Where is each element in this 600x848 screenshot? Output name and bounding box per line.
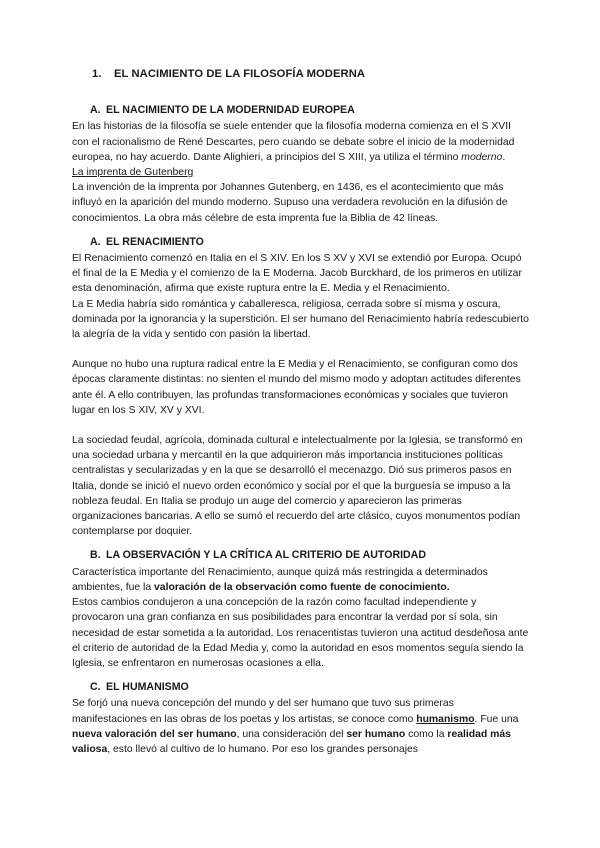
paragraph-imprenta: La invención de la imprenta por Johannes Gutenberg, en 1436, es el acontecimiento que más influyó en la aparición del mundo moderno. Supuso una verdadera revolución en la difusión de conocimientos. La obra más célebre de esta imprenta fue la Biblia de 42 líneas. (72, 182, 508, 224)
bold-text: realidad más valiosa (72, 728, 511, 755)
paragraph-renacimiento-4: La sociedad feudal, agrícola, dominada cultural e intelectualmente por la Iglesia, se transformó en una sociedad urbana y mercantil en la que adquirieron más importancia instituciones políticas centralistas y secularizadas y en la que se desarrolló el mecenazgo. Dió sus primeros pasos en Italia, donde se inició el nuevo orden económico y social por el que la burguesía se impuso a la nobleza feudal. En Italia se produjo un auge del comercio y aparecieron las primeras organizaciones bancarias. A ello se sumó el recuerdo del arte clásico, cuyos monumentos podían contemplarse por doquier. (72, 435, 523, 538)
paragraph-text: En las historias de la filosofía se suele entender que la filosofía moderna comienza en el S XVII con el racionalismo de René Descartes, pero cuando se debate sobre el inicio de la modernidad europea, no hay acuerdo. Dante Alighieri, a principios del S XIII, ya utiliza el término (72, 121, 515, 163)
paragraph-text: , esto llevó al cultivo de lo humano. Por eso los grandes personajes (107, 743, 418, 755)
section-heading-renacimiento (90, 235, 530, 250)
section-heading-observacion (90, 548, 530, 563)
paragraph-text: . (502, 151, 506, 163)
paragraph-renacimiento-3: Aunque no hubo una ruptura radical entre la E Media y el Renacimiento, se configuran como dos épocas claramente distintas: no sienten el mundo del mismo modo y adoptan actitudes diferentes ante él. A ello contribuyen, las profundas transformaciones económicas y sociales que tuvieron lugar en los S XIV, XV y XVI. (72, 359, 521, 416)
bold-text: valoración de la observación como fuente de conocimiento. (154, 581, 450, 593)
paragraph-text: como la (405, 728, 448, 740)
paragraph-modernidad (72, 119, 530, 165)
section-letter: A. (90, 104, 101, 117)
paragraph-renacimiento-2: La E Media habría sido romántica y caballeresca, religiosa, cerrada sobre sí misma y oscura, dominada por la ignorancia y la superstición. El ser humano del Renacimiento habría redescubierto la alegría de la vida y sentido con pasión la libertad. (72, 298, 529, 341)
paragraph-text: , una consideración del (236, 728, 347, 740)
paragraph-observacion-2: Estos cambios condujeron a una concepción de la razón como facultad independiente y provocaron una gran confianza en sus posibilidades para encontrar la verdad por sí sola, sin necesidad de estar sometida a la autoridad. Los renacentistas tuvieron una actitud desdeñosa ante el criterio de autoridad de la Edad Media y, como la autoridad en esos momentos seguía siendo la Iglesia, se enfrentaron en numerosas ocasiones a ella. (72, 597, 529, 669)
section-heading-text: EL NACIMIENTO DE LA MODERNIDAD EUROPEA (106, 104, 355, 117)
paragraph-observacion-1 (72, 565, 530, 595)
emphasis-moderno: moderno (461, 151, 503, 163)
section-heading-text: EL RENACIMIENTO (106, 235, 204, 248)
paragraph-renacimiento-1: El Renacimiento comenzó en Italia en el S XIV. En los S XV y XVI se extendió por Europa. Ocupó el final de la E Media y el comienzo de la E Moderna. Jacob Burckhard, de los primeros en utilizar esta denominación, afirma que existe ruptura entre la E. Media y el Renacimiento. (72, 253, 522, 295)
section-letter: C. (90, 681, 101, 694)
section-heading-humanismo (90, 680, 530, 695)
bold-text: nueva valoración del ser humano (72, 728, 237, 740)
paragraph-text: Característica importante del Renacimiento, aunque quizá más restringida a determinados ambientes, fue la (72, 566, 488, 593)
title-number: 1. (92, 68, 102, 80)
section-letter: A. (90, 235, 101, 248)
bold-text: ser humano (346, 728, 406, 740)
subheading-imprenta: La imprenta de Gutenberg (72, 167, 194, 179)
section-letter: B. (90, 549, 101, 562)
paragraph-text: . Fue una (474, 713, 519, 725)
main-title (92, 67, 530, 82)
bold-underlined-humanismo: humanismo (416, 713, 475, 725)
section-heading-modernidad (90, 103, 530, 118)
paragraph-humanismo (72, 696, 530, 757)
document-body (72, 67, 530, 757)
paragraph-text: Se forjó una nueva concepción del mundo y del ser humano que tuvo sus primeras manifestaciones en las obras de los poetas y los artistas, se conoce como (72, 698, 454, 725)
section-heading-text: EL HUMANISMO (106, 681, 189, 694)
title-text: EL NACIMIENTO DE LA FILOSOFÍA MODERNA (114, 68, 366, 80)
section-heading-text: LA OBSERVACIÓN Y LA CRÍTICA AL CRITERIO DE AUTORIDAD (106, 549, 426, 562)
